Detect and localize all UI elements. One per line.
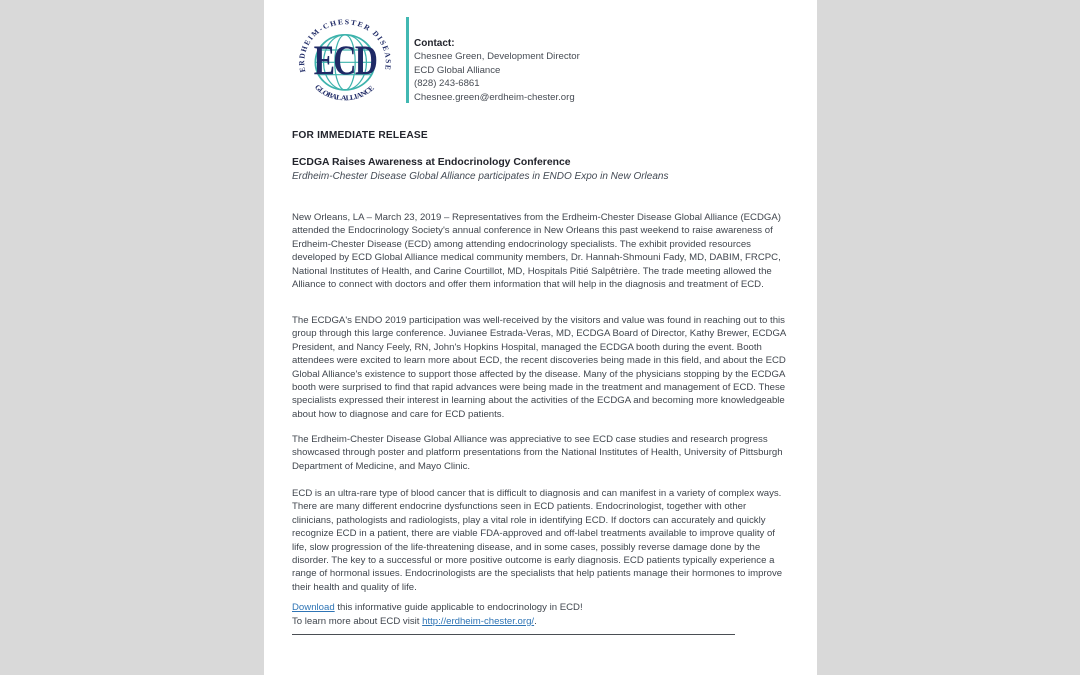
body-paragraph-2: The ECDGA's ENDO 2019 participation was well-received by the visitors and value was found in reaching out to this group through this large conference. Juvianee Estrada-Veras, MD, ECDGA Board of Director, Kathy Brewer, ECDGA President, and Nancy Feely, RN, John's Hopkins Hospital, managed the ECDGA booth during the event. Booth attendees were excited to learn more about ECD, the recent discoveries being made in this field, and about the ECD Global Alliance's existence to support those affected by the disease. Many of the physicians stopping by the ECDGA booth were surprised to find that rapid advances were being made in the treatment and management of ECD. These specialists expressed their interest in learning about the activities of the ECDGA and becoming more knowledgeable about how to diagnose and care for ECD patients.: [292, 315, 786, 420]
cta-block: [292, 601, 790, 628]
globe-logo-icon: [294, 12, 396, 107]
logo-top-arc-text: ERDHEIM-CHESTER DISEASE: [296, 17, 394, 74]
press-release-headline: ECDGA Raises Awareness at Endocrinology Conference: [292, 157, 571, 168]
contact-label: Contact:: [414, 38, 455, 49]
contact-block: [414, 37, 580, 104]
download-link[interactable]: Download: [292, 602, 335, 613]
learn-more-text: To learn more about ECD visit: [292, 615, 423, 627]
ecd-global-alliance-logo: [294, 12, 396, 107]
contact-name: Chesnee Green, Development Director: [414, 51, 580, 63]
learn-more-line: [292, 615, 790, 629]
download-line: [292, 601, 790, 615]
body-paragraph-4: ECD is an ultra-rare type of blood cancer that is difficult to diagnosis and can manifest in a variety of complex ways. There are many different endocrine dysfunctions seen in ECD patients. Endocrinologist, together with other clinicians, pathologists and radiologists, play a vital role in identifying ECD. If doctors can accurately and quickly recognize ECD in a patient, there are viable FDA-approved and off-label treatments available to improve quality of life, slow progression of the life-threatening disease, and in some cases, possibly reverse damage done by the disorder. The key to a successful or more positive outcome is early diagnosis. ECD patients typically experience a range of hormonal issues. Endocrinologists are the specialists that help patients manage their hormones to improve their health and quality of life.: [292, 488, 783, 593]
contact-email: Chesnee.green@erdheim-chester.org: [414, 91, 575, 103]
learn-more-period: .: [534, 615, 537, 627]
end-of-release-divider: [292, 634, 735, 635]
letterhead-divider-line: [406, 17, 409, 103]
press-release-subheadline: Erdheim-Chester Disease Global Alliance participates in ENDO Expo in New Orleans: [292, 171, 669, 182]
contact-phone: (828) 243-6861: [414, 78, 480, 90]
contact-organization: ECD Global Alliance: [414, 64, 501, 76]
body-paragraph-3: The Erdheim-Chester Disease Global Alliance was appreciative to see ECD case studies and research progress showcased through poster and platform presentations from the National Institutes of Health, University of Pittsburgh Department of Medicine, and Mayo Clinic.: [292, 434, 783, 472]
download-line-text: this informative guide applicable to endocrinology in ECD!: [334, 602, 583, 613]
logo-monogram: ECD: [313, 38, 377, 85]
website-link[interactable]: http://erdheim-chester.org/: [422, 615, 535, 627]
release-statement: FOR IMMEDIATE RELEASE: [292, 130, 428, 141]
body-paragraph-1: New Orleans, LA – March 23, 2019 – Representatives from the Erdheim-Chester Disease Global Alliance (ECDGA) attended the Endocrinology Society's annual conference in New Orleans this past weekend to raise awareness of Erdheim-Chester Disease (ECD) among attending endocrinology specialists. The exhibit provided resources developed by ECD Global Alliance medical community members, Dr. Hannah-Shmouni Fady, MD, DABIM, FRCPC, National Institutes of Health, and Carine Courtillot, MD, Hospitals Pitié Salpêtrière. The trade meeting allowed the Alliance to connect with doctors and offer them information that will help in the diagnosis and treatment of ECD.: [292, 212, 781, 291]
document-page: [264, 0, 817, 675]
logo-bottom-arc-text: GLOBAL ALLIANCE: [312, 82, 376, 103]
